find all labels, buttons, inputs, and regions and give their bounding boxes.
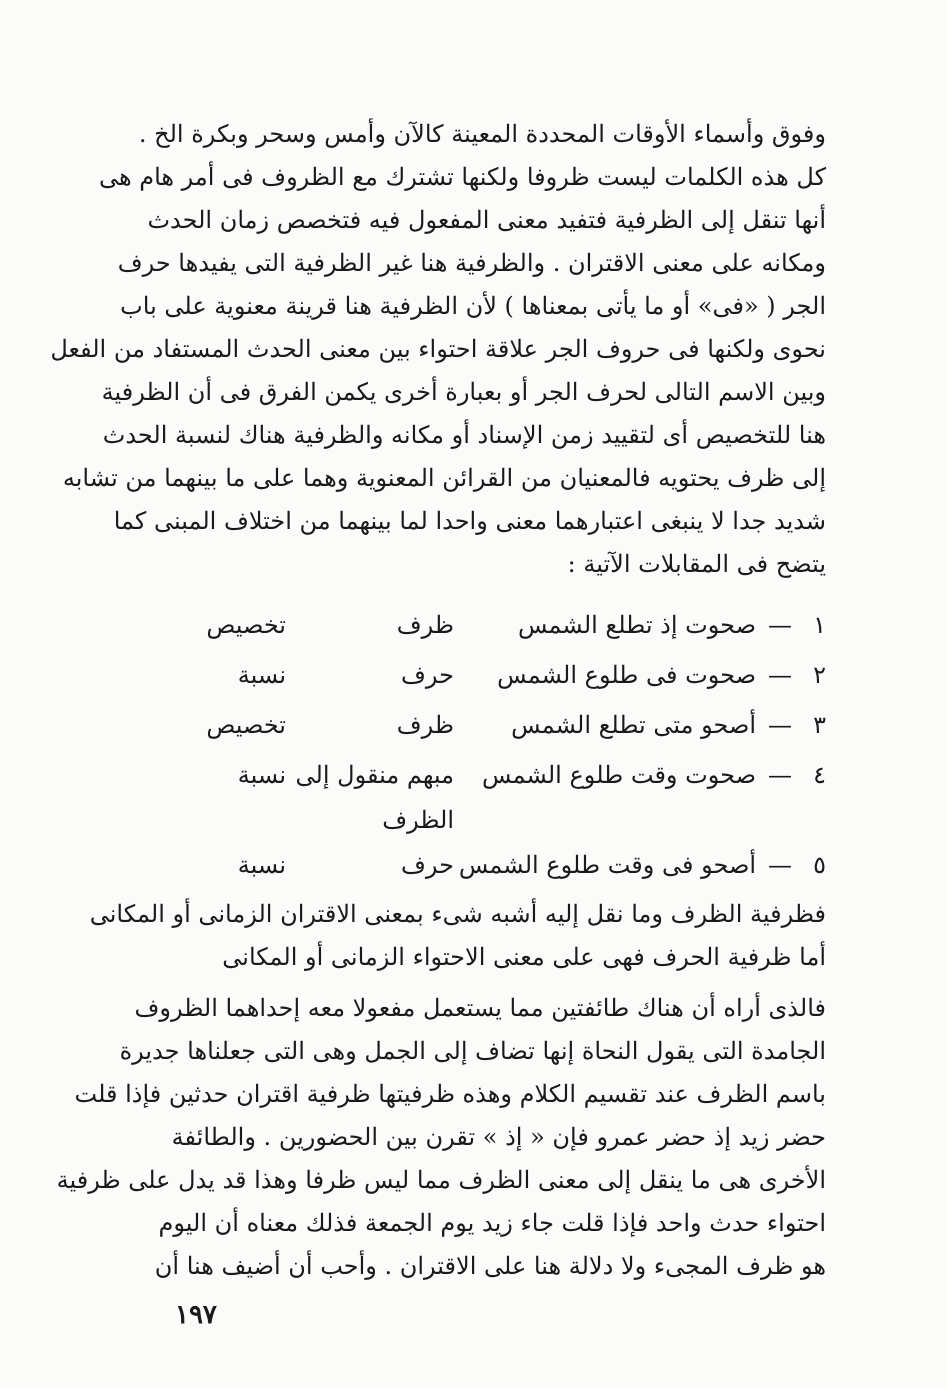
example-number: ٢ [813, 661, 826, 689]
text-line: هنا للتخصيص أى لتقييد زمن الإسناد أو مكانه والظرفية هناك لنسبة الحدث [102, 421, 826, 449]
example-phrase: أصحو فى وقت طلوع الشمس [458, 851, 756, 879]
text-line: إلى ظرف يحتويه فالمعنيان من القرائن المعنوية وهما على ما بينهما من تشابه [62, 464, 826, 492]
text-line: يتضح فى المقابلات الآتية : [567, 550, 826, 578]
example-row-3 [172, 700, 826, 750]
text-line: كل هذه الكلمات ليست ظروفا ولكنها تشترك مع الظروف فى أمر هام هى [98, 163, 826, 191]
page-number: ١٩٧ [175, 1300, 217, 1330]
text-line: أما ظرفية الحرف فهى على معنى الاحتواء الزمانى أو المكانى [222, 943, 826, 971]
example-function: تخصيص [206, 711, 286, 739]
text-line: الأخرى هى ما ينقل إلى معنى الظرف مما ليس ظرفا وهذا قد يدل على ظرفية [56, 1166, 826, 1194]
example-function: نسبة [237, 761, 286, 789]
example-type-continuation: الظرف [382, 806, 454, 834]
text-line: شديد جدا لا ينبغى اعتبارهما معنى واحدا لما بينهما من اختلاف المبنى كما [113, 507, 826, 535]
example-dash: — [768, 711, 792, 739]
text-line: ومكانه على معنى الاقتران . والظرفية هنا غير الظرفية التى يفيدها حرف [117, 249, 826, 277]
example-function: تخصيص [206, 611, 286, 639]
example-number: ٣ [813, 711, 826, 739]
paragraph-3 [56, 987, 826, 1288]
text-line: الجر ( «فى» أو ما يأتى بمعناها ) لأن الظرفية هنا قرينة معنوية على باب [120, 292, 826, 320]
paragraph-2 [89, 893, 826, 979]
example-type: حرف [401, 851, 454, 879]
example-type: حرف [401, 661, 454, 689]
example-phrase: صحوت إذ تطلع الشمس [517, 611, 756, 639]
example-type: ظرف [396, 711, 454, 739]
example-row-5 [172, 840, 826, 890]
example-phrase: صحوت فى طلوع الشمس [497, 661, 756, 689]
text-line: فظرفية الظرف وما نقل إليه أشبه شىء بمعنى الاقتران الزمانى أو المكانى [89, 900, 826, 928]
example-row-1 [172, 600, 826, 650]
example-type: مبهم منقول إلى [295, 761, 454, 789]
example-row-4 [172, 750, 826, 800]
text-line: وبين الاسم التالى لحرف الجر أو بعبارة أخرى يكمن الفرق فى أن الظرفية [101, 378, 826, 406]
example-phrase: أصحو متى تطلع الشمس [511, 711, 756, 739]
example-number: ٥ [813, 851, 826, 879]
text-line: هو ظرف المجىء ولا دلالة هنا على الاقتران . وأحب أن أضيف هنا أن [154, 1252, 826, 1280]
example-dash: — [768, 661, 792, 689]
text-line: حضر زيد إذ حضر عمرو فإن « إذ » تقرن بين الحضورين . والطائفة [171, 1123, 826, 1151]
text-line: الجامدة التى يقول النحاة إنها تضاف إلى الجمل وهى التى جعلناها جديرة [119, 1037, 826, 1065]
example-dash: — [768, 761, 792, 789]
example-dash: — [768, 611, 792, 639]
example-phrase: صحوت وقت طلوع الشمس [481, 761, 756, 789]
text-line: وفوق وأسماء الأوقات المحددة المعينة كالآن وأمس وسحر وبكرة الخ . [138, 120, 826, 148]
example-number: ١ [813, 611, 826, 639]
example-dash: — [768, 851, 792, 879]
text-line: فالذى أراه أن هناك طائفتين مما يستعمل مفعولا معه إحداهما الظروف [134, 994, 826, 1022]
text-line: نحوى ولكنها فى حروف الجر علاقة احتواء بين معنى الحدث المستفاد من الفعل [50, 335, 826, 363]
example-number: ٤ [813, 761, 826, 789]
example-function: نسبة [237, 661, 286, 689]
text-line: أنها تنقل إلى الظرفية فتفيد معنى المفعول فيه فتخصص زمان الحدث [147, 206, 826, 234]
paragraph-1 [50, 113, 826, 586]
example-type: ظرف [396, 611, 454, 639]
example-row-2 [172, 650, 826, 700]
text-line: احتواء حدث واحد فإذا قلت جاء زيد يوم الجمعة فذلك معناه أن اليوم [158, 1209, 826, 1237]
example-function: نسبة [237, 851, 286, 879]
text-line: باسم الظرف عند تقسيم الكلام وهذه ظرفيتها ظرفية اقتران حدثين فإذا قلت [74, 1080, 826, 1108]
